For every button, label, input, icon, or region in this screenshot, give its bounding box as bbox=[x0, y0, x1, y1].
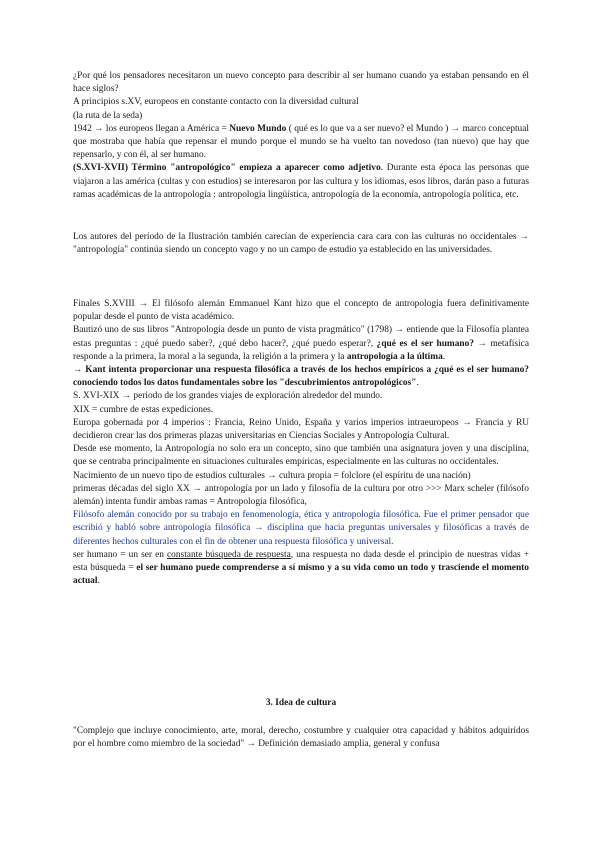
ruta-line: (la ruta de la seda) bbox=[73, 110, 143, 121]
sxvi-paragraph bbox=[73, 162, 529, 202]
ser-humano-paragraph bbox=[73, 549, 529, 589]
cultura-section bbox=[73, 697, 529, 710]
scheler-blue-paragraph: Filósofo alemán conocido por su trabajo en fenomenología, ética y antropología filosófica. Fue el primer pensador que escribió y habló sobre antropología filosófica → disciplina que hacía preguntas universales y filosóficas a través de diferentes hechos culturales con el fin de obtener una respuesta filosófica y universal. bbox=[73, 510, 529, 547]
section-heading bbox=[73, 697, 529, 710]
cumbre-line: XIX = cumbre de estas expediciones. bbox=[73, 404, 214, 415]
kant-intenta-bold: → Kant intenta proporcionar una respuesta filosófica a través de los hechos empíricos a ¿qué es el ser humano? conociendo todos los datos fundamentales sobre los "descubrimientos antropológicos" bbox=[73, 365, 529, 389]
busqueda-underlined: constante búsqueda de respuesta bbox=[167, 549, 291, 560]
primeras-paragraph: primeras décadas del siglo XX → antropología por un lado y filosofía de la cultura por otro >>> Marx scheler (filósofo alemán) intenta fundir ambas ramas = Antropología filosófica, bbox=[73, 483, 529, 508]
antropologia-ultima-bold: antropología a la última bbox=[346, 351, 443, 362]
intenta-end: . bbox=[416, 378, 419, 389]
comprenderse-bold: el ser humano puede comprenderse a sí mismo y a su vida como un todo y trasciende el momento actual bbox=[73, 563, 529, 587]
ser-text: ser humano = un ser en bbox=[73, 549, 168, 560]
ser-text-cont: , una respuesta no dada desde el principio de nuestras vidas + esta búsqueda = bbox=[73, 549, 530, 574]
question-paragraph: ¿Por qué los pensadores necesitaron un nuevo concepto para describir al ser humano cuando ya estaban pensando en él hace siglos? bbox=[73, 71, 529, 95]
section-heading-text: 3. Idea de cultura bbox=[265, 698, 337, 708]
nuevo-mundo-bold: Nuevo Mundo bbox=[229, 123, 287, 134]
ilustracion-section bbox=[73, 231, 529, 257]
bautizo-end: . bbox=[442, 351, 446, 362]
principios-line: A principios s.XV, europeos en constante contacto con la diversidad cultural bbox=[73, 97, 359, 108]
ilustracion-paragraph: Los autores del período de la Ilustración también carecían de experiencia cara cara con las culturas no occidentales → "antropología" continúa siendo un concepto vago y no un campo de estudio ya establecido en las universidades. bbox=[73, 232, 529, 256]
ser-humano-bold: ¿qué es el ser humano? bbox=[376, 338, 474, 349]
cultura-definition: "Complejo que incluye conocimiento, arte, moral, derecho, costumbre y cualquier otra capacidad y hábitos adquiridos por el hombre como miembro de la sociedad" → Definición demasiado amplia, general y confusa bbox=[73, 726, 529, 750]
cultura-def-section bbox=[73, 725, 529, 751]
ser-end: . bbox=[97, 576, 100, 587]
finales-paragraph: Finales S.XVIII → El filósofo alemán Emmanuel Kant hizo que el concepto de antropología fuera definitivamente popular desde el punto de vista académico. bbox=[73, 299, 529, 323]
bautizo-paragraph bbox=[73, 324, 529, 364]
sxvi-text: . Durante esta época las personas que viajaron a las américa (cultas y con estudios) se interesaron por las cultura y los idiomas, esos libros, darán paso a futuras ramas académicas de la antropología : antropología lingüística, antropología de la economía, antropología política, etc. bbox=[73, 163, 529, 200]
sxvi-bold: (S.XVI-XVII) Término "antropológico" empieza a aparecer como adjetivo bbox=[73, 163, 381, 174]
kant-intenta-paragraph bbox=[73, 364, 529, 390]
nacimiento-line: Nacimiento de un nuevo tipo de estudios culturales → cultura propia = folclore (el espíritu de una nación) bbox=[73, 470, 471, 481]
viajes-line: S. XVI-XIX → periodo de los grandes viajes de exploración alrededor del mundo. bbox=[73, 391, 383, 402]
kant-section bbox=[73, 298, 529, 588]
america-text: 1942 → los europeos llegan a América = bbox=[73, 123, 230, 134]
bautizo-text: Bautizó uno de sus libros "Antropología desde un punto de vista pragmático" (1798) → entiende que la Filosofía plantea estas preguntas : ¿qué puedo saber?, ¿qué debo hacer?, ¿qué puedo esperar?, bbox=[73, 325, 529, 349]
desde-paragraph: Desde ese momento, la Antropología no solo era un concepto, sino que también una asignatura joven y una disciplina, que se centraba principalmente en situaciones culturales empíricas, especialmente en las culturas no occidentales. bbox=[73, 444, 529, 468]
intro-section bbox=[73, 70, 529, 202]
america-paragraph bbox=[73, 123, 529, 163]
america-text-cont: ( qué es lo que va a ser nuevo? el Mundo ) → marco conceptual que mostraba que había que repensar el mundo porque el mundo se ha vuelto tan novedoso (tan nuevo) que hay que repensarlo, y con él, al ser humano. bbox=[73, 123, 529, 161]
europa-paragraph: Europa gobernada por 4 imperios : Francia, Reino Unido, España y varios imperios intraeuropeos → Francia y RU decidieron crear las dos primeras plazas universitarias en Ciencias Sociales y Antropología Cultural. bbox=[73, 417, 529, 442]
bautizo-text-cont: → metafísica responde a la primera, la moral a la segunda, la religión a la primera y la bbox=[73, 338, 529, 362]
